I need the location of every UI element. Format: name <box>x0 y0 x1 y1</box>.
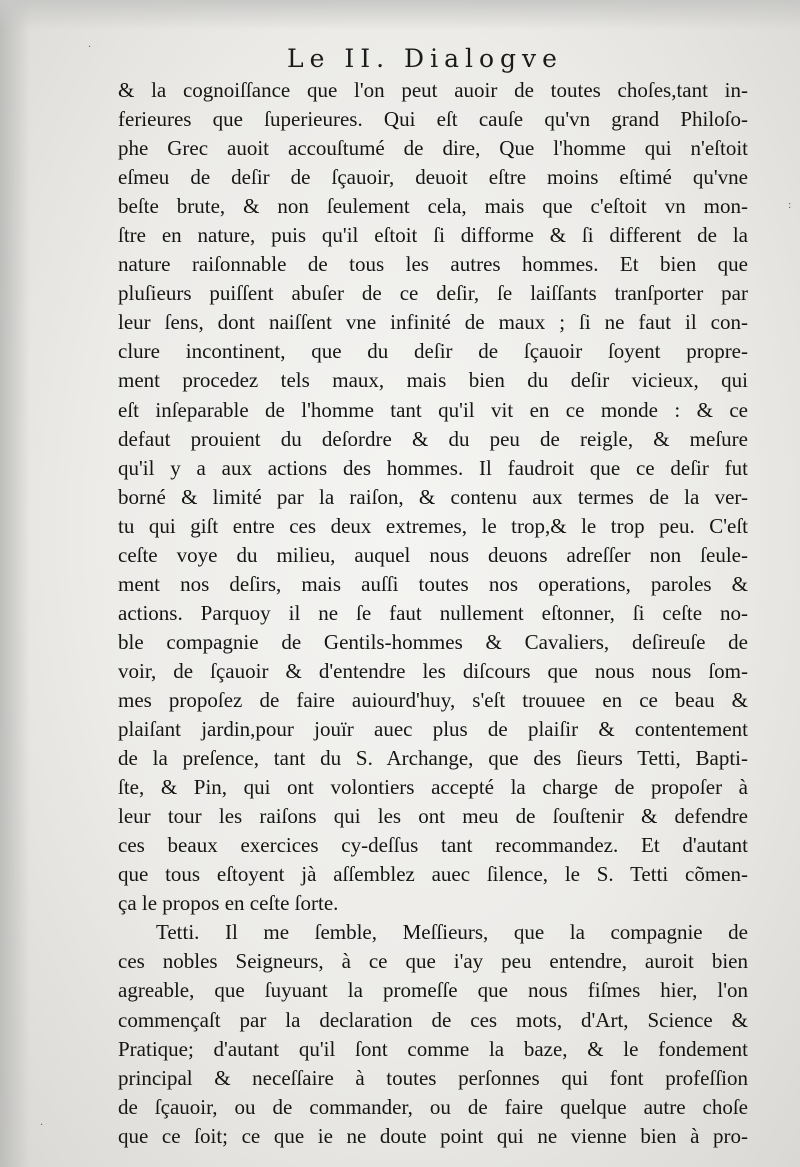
text-line: ment procedez tels maux, mais bien du deſir vicieux, qui <box>118 368 748 393</box>
text-line: de ſçauoir, ou de commander, ou de faire quelque autre choſe <box>118 1094 748 1119</box>
text-line: commençaſt par la declaration de ces mots, d'Art, Science & <box>118 1007 748 1032</box>
text-line: ferieures que ſuperieures. Qui eſt cauſe qu'vn grand Philoſo- <box>118 107 748 132</box>
text-line: plaiſant jardin,pour jouïr auec plus de plaiſir & contentement <box>118 717 748 742</box>
text-line: principal & neceſſaire à toutes perſonnes qui font profeſſion <box>118 1065 748 1090</box>
page-shadow-top <box>0 0 800 30</box>
text-line: de la preſence, tant du S. Archange, que des ſieurs Tetti, Bapti- <box>118 746 748 771</box>
page-shadow-left <box>0 0 30 1167</box>
text-line: ça le propos en ceſte ſorte. <box>118 891 339 916</box>
text-line: defaut prouient du deſordre & du peu de reigle, & meſure <box>118 426 748 451</box>
text-line: ſtre en nature, puis qu'il eſtoit ſi difforme & ſi different de la <box>118 223 748 248</box>
ink-speck: · <box>40 1120 44 1131</box>
text-line: leur ſens, dont naiſſent vne infinité de maux ; ſi ne faut il con- <box>118 310 748 335</box>
text-line: beſte brute, & non ſeulement cela, mais que c'eſtoit vn mon- <box>118 194 748 219</box>
text-line: eſmeu de deſir de ſçauoir, deuoit eſtre moins eſtimé qu'vne <box>118 165 748 190</box>
page-body-text <box>118 76 748 1151</box>
text-line: tu qui giſt entre ces deux extremes, le trop,& le trop peu. C'eſt <box>118 513 748 538</box>
text-line: voir, de ſçauoir & d'entendre les diſcours que nous nous ſom- <box>118 658 748 683</box>
text-line: actions. Parquoy il ne ſe faut nullement eſtonner, ſi ceſte no- <box>118 600 748 625</box>
running-header: Le II. Dialogve <box>287 44 563 73</box>
text-line: borné & limité par la raiſon, & contenu aux termes de la ver- <box>118 484 748 509</box>
text-line: Pratique; d'autant qu'il ſont comme la baze, & le fondement <box>118 1036 748 1061</box>
text-line: que ce ſoit; ce que ie ne doute point qui ne vienne bien à pro- <box>118 1123 748 1148</box>
text-line: ceſte voye du milieu, auquel nous deuons adreſſer non ſeule- <box>118 542 748 567</box>
text-line: ces nobles Seigneurs, à ce que i'ay peu entendre, auroit bien <box>118 949 748 974</box>
text-line: phe Grec auoit accouſtumé de dire, Que l'homme qui n'eſtoit <box>118 136 748 161</box>
text-line: ble compagnie de Gentils-hommes & Cavaliers, deſireuſe de <box>118 629 748 654</box>
text-line: nature raiſonnable de tous les autres hommes. Et bien que <box>118 252 748 277</box>
ink-speck: · <box>88 42 92 53</box>
text-line: & la cognoiſſance que l'on peut auoir de toutes choſes,tant in- <box>118 78 748 102</box>
text-line: leur tour les raiſons qui les ont meu de ſouſtenir & defendre <box>118 804 748 829</box>
text-line: ces beaux exercices cy-deſſus tant recommandez. Et d'autant <box>118 833 748 858</box>
text-line: Tetti. Il me ſemble, Meſſieurs, que la compagnie de <box>156 920 748 945</box>
text-line: clure incontinent, que du deſir de ſçauoir ſoyent propre- <box>118 339 748 364</box>
ink-speck: : <box>788 200 792 211</box>
text-line: pluſieurs puiſſent abuſer de ce deſir, ſe laiſſants tranſporter par <box>118 281 748 306</box>
text-line: que tous eſtoyent jà aſſemblez auec ſilence, le S. Tetti cõmen- <box>118 862 748 887</box>
text-line: ſte, & Pin, qui ont volontiers accepté la charge de propoſer à <box>118 775 748 800</box>
text-line: ment nos deſirs, mais auſſi toutes nos operations, paroles & <box>118 571 748 596</box>
text-line: qu'il y a aux actions des hommes. Il faudroit que ce deſir fut <box>118 455 748 480</box>
text-line: eſt inſeparable de l'homme tant qu'il vit en ce monde : & ce <box>118 397 748 422</box>
text-line: mes propoſez de faire auiourd'huy, s'eſt trouuee en ce beau & <box>118 687 748 712</box>
text-line: agreable, que ſuyuant la promeſſe que nous fiſmes hier, l'on <box>118 978 748 1003</box>
